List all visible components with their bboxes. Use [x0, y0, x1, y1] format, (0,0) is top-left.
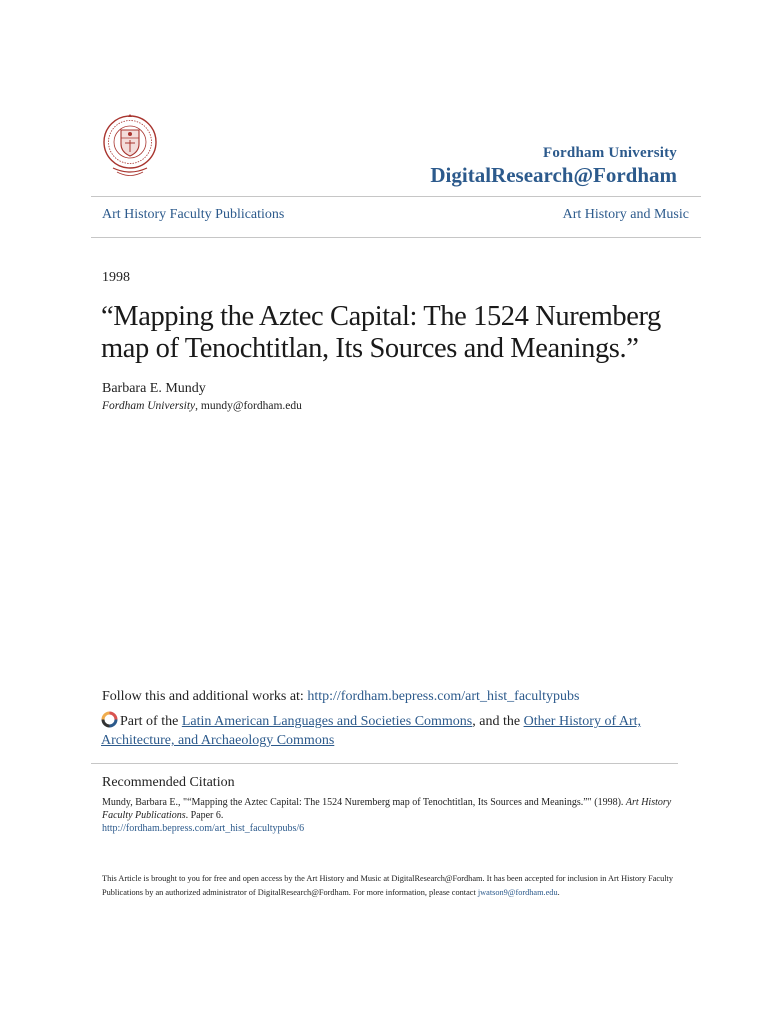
author-email: , mundy@fordham.edu: [195, 400, 302, 412]
citation-text: [102, 796, 682, 835]
fordham-seal-logo: [101, 110, 159, 180]
university-name: Fordham University: [542, 145, 677, 161]
collection-nav: [102, 207, 689, 223]
header-divider-bottom: [91, 237, 701, 238]
access-notice-end: .: [557, 887, 560, 897]
contact-email-link[interactable]: jwatson9@fordham.edu: [477, 887, 558, 897]
other-history-commons-link[interactable]: Other History of Art, Architecture, and Archaeology Commons: [101, 714, 642, 748]
citation-url-link[interactable]: http://fordham.bepress.com/art_hist_facultypubs/6: [102, 823, 305, 834]
part-of-commons: [101, 711, 701, 750]
and-the-text: , and the: [472, 714, 524, 729]
citation-paper: . Paper 6.: [185, 810, 224, 821]
title-line-1: “Mapping the Aztec Capital: The 1524 Nuremberg: [101, 301, 661, 332]
part-of-prefix: Part of the: [120, 714, 182, 729]
author-name: Barbara E. Mundy: [102, 381, 206, 396]
repository-name[interactable]: DigitalResearch@Fordham: [430, 163, 677, 187]
citation-divider: [91, 763, 678, 764]
citation-heading: Recommended Citation: [102, 775, 235, 790]
author-affiliation: [102, 400, 302, 412]
citation-series: Art History Faculty Publications: [102, 797, 672, 821]
follow-url-link[interactable]: http://fordham.bepress.com/art_hist_facultypubs: [307, 689, 580, 704]
latin-american-commons-link[interactable]: Latin American Languages and Societies Commons: [181, 714, 473, 729]
access-notice: [102, 872, 682, 899]
department-link[interactable]: Art History and Music: [562, 207, 689, 222]
follow-prefix: Follow this and additional works at:: [102, 689, 308, 704]
affiliation-name: Fordham University: [102, 400, 196, 412]
follow-line: [102, 689, 580, 705]
title-line-2: map of Tenochtitlan, Its Sources and Meanings.”: [101, 333, 639, 364]
publication-year: 1998: [102, 270, 130, 285]
access-notice-text: This Article is brought to you for free and open access by the Art History and Music at DigitalResearch@Fordham. It has been accepted for inclusion in Art History Faculty Publications by an authorized administrator of DigitalResearch@Fordham. For more information, please contact: [102, 874, 673, 897]
repository-brand: [430, 145, 677, 188]
header-divider-top: [91, 196, 701, 197]
citation-body: Mundy, Barbara E., "“Mapping the Aztec Capital: The 1524 Nuremberg map of Tenochtitlan, Its Sources and Meanings.”" (1998).: [102, 797, 626, 808]
collection-link[interactable]: Art History Faculty Publications: [102, 207, 285, 222]
network-commons-icon: [101, 711, 118, 728]
article-title: [101, 301, 701, 365]
